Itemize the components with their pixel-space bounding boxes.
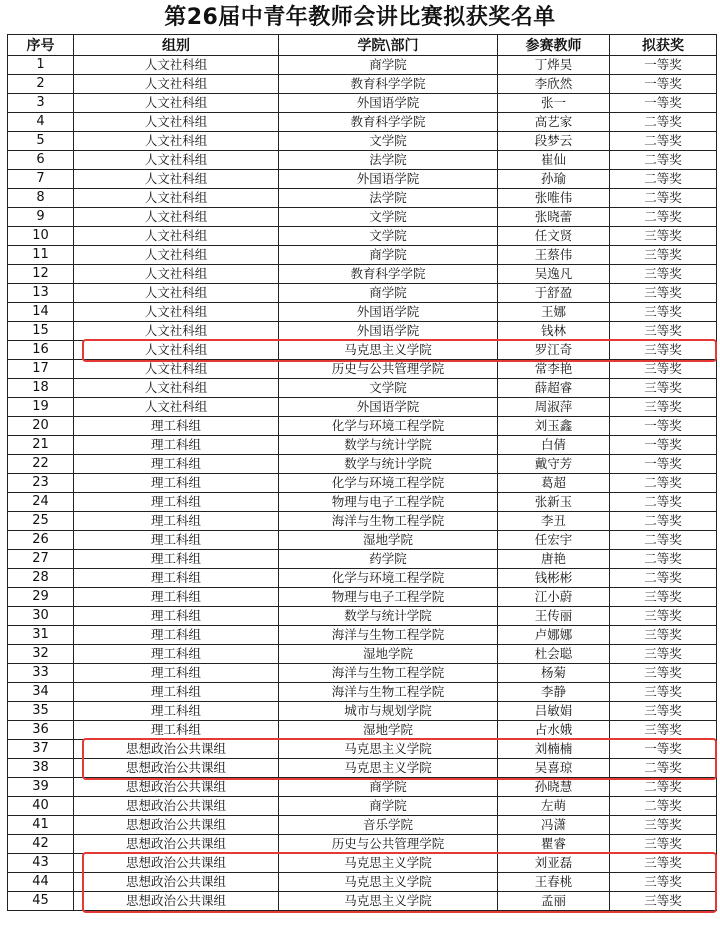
cell-teacher: 戴守芳 bbox=[498, 455, 610, 474]
header-group: 组别 bbox=[74, 35, 279, 56]
cell-index: 26 bbox=[8, 531, 74, 550]
table-row bbox=[8, 816, 717, 835]
table-row bbox=[8, 303, 717, 322]
cell-index: 33 bbox=[8, 664, 74, 683]
cell-index: 39 bbox=[8, 778, 74, 797]
table-row bbox=[8, 664, 717, 683]
cell-teacher: 王传丽 bbox=[498, 607, 610, 626]
cell-department: 商学院 bbox=[279, 284, 498, 303]
cell-group: 理工科组 bbox=[74, 512, 279, 531]
table-row bbox=[8, 246, 717, 265]
cell-index: 37 bbox=[8, 740, 74, 759]
cell-group: 理工科组 bbox=[74, 588, 279, 607]
cell-department: 马克思主义学院 bbox=[279, 341, 498, 360]
cell-index: 16 bbox=[8, 341, 74, 360]
cell-award: 三等奖 bbox=[610, 607, 717, 626]
cell-index: 36 bbox=[8, 721, 74, 740]
table-row bbox=[8, 588, 717, 607]
cell-department: 教育科学学院 bbox=[279, 265, 498, 284]
cell-department: 药学院 bbox=[279, 550, 498, 569]
cell-teacher: 周淑萍 bbox=[498, 398, 610, 417]
cell-award: 三等奖 bbox=[610, 892, 717, 911]
cell-teacher: 葛超 bbox=[498, 474, 610, 493]
cell-award: 三等奖 bbox=[610, 360, 717, 379]
cell-award: 二等奖 bbox=[610, 208, 717, 227]
cell-index: 28 bbox=[8, 569, 74, 588]
cell-department: 文学院 bbox=[279, 132, 498, 151]
cell-award: 一等奖 bbox=[610, 740, 717, 759]
cell-group: 思想政治公共课组 bbox=[74, 740, 279, 759]
cell-department: 法学院 bbox=[279, 151, 498, 170]
cell-teacher: 常李艳 bbox=[498, 360, 610, 379]
cell-department: 外国语学院 bbox=[279, 170, 498, 189]
table-row bbox=[8, 797, 717, 816]
cell-index: 21 bbox=[8, 436, 74, 455]
cell-group: 理工科组 bbox=[74, 721, 279, 740]
cell-department: 马克思主义学院 bbox=[279, 740, 498, 759]
cell-department: 湿地学院 bbox=[279, 721, 498, 740]
cell-group: 理工科组 bbox=[74, 607, 279, 626]
cell-award: 二等奖 bbox=[610, 170, 717, 189]
cell-group: 人文社科组 bbox=[74, 341, 279, 360]
header-index: 序号 bbox=[8, 35, 74, 56]
table-row bbox=[8, 569, 717, 588]
cell-award: 三等奖 bbox=[610, 721, 717, 740]
cell-award: 二等奖 bbox=[610, 132, 717, 151]
cell-department: 海洋与生物工程学院 bbox=[279, 512, 498, 531]
table-row bbox=[8, 436, 717, 455]
table-row bbox=[8, 151, 717, 170]
cell-department: 化学与环境工程学院 bbox=[279, 474, 498, 493]
cell-award: 二等奖 bbox=[610, 569, 717, 588]
cell-award: 二等奖 bbox=[610, 474, 717, 493]
cell-award: 二等奖 bbox=[610, 493, 717, 512]
table-row bbox=[8, 56, 717, 75]
table-row bbox=[8, 322, 717, 341]
table-row bbox=[8, 493, 717, 512]
table-row bbox=[8, 474, 717, 493]
cell-department: 数学与统计学院 bbox=[279, 607, 498, 626]
cell-group: 理工科组 bbox=[74, 702, 279, 721]
cell-department: 商学院 bbox=[279, 246, 498, 265]
cell-department: 马克思主义学院 bbox=[279, 759, 498, 778]
table-row bbox=[8, 683, 717, 702]
cell-group: 人文社科组 bbox=[74, 75, 279, 94]
cell-group: 人文社科组 bbox=[74, 94, 279, 113]
cell-index: 3 bbox=[8, 94, 74, 113]
cell-department: 商学院 bbox=[279, 56, 498, 75]
cell-index: 2 bbox=[8, 75, 74, 94]
table-row bbox=[8, 170, 717, 189]
cell-index: 19 bbox=[8, 398, 74, 417]
cell-department: 外国语学院 bbox=[279, 322, 498, 341]
cell-award: 三等奖 bbox=[610, 284, 717, 303]
cell-group: 人文社科组 bbox=[74, 284, 279, 303]
cell-teacher: 杨菊 bbox=[498, 664, 610, 683]
cell-award: 一等奖 bbox=[610, 417, 717, 436]
cell-department: 海洋与生物工程学院 bbox=[279, 683, 498, 702]
table-header bbox=[8, 35, 717, 56]
table-row bbox=[8, 702, 717, 721]
cell-group: 人文社科组 bbox=[74, 303, 279, 322]
cell-award: 三等奖 bbox=[610, 322, 717, 341]
header-teacher: 参赛教师 bbox=[498, 35, 610, 56]
cell-index: 23 bbox=[8, 474, 74, 493]
cell-award: 三等奖 bbox=[610, 246, 717, 265]
cell-teacher: 李静 bbox=[498, 683, 610, 702]
cell-index: 29 bbox=[8, 588, 74, 607]
cell-group: 理工科组 bbox=[74, 626, 279, 645]
cell-teacher: 吴逸凡 bbox=[498, 265, 610, 284]
cell-department: 文学院 bbox=[279, 379, 498, 398]
cell-department: 物理与电子工程学院 bbox=[279, 588, 498, 607]
cell-department: 商学院 bbox=[279, 778, 498, 797]
cell-teacher: 王娜 bbox=[498, 303, 610, 322]
cell-group: 思想政治公共课组 bbox=[74, 797, 279, 816]
cell-award: 三等奖 bbox=[610, 873, 717, 892]
cell-teacher: 左萌 bbox=[498, 797, 610, 816]
cell-group: 人文社科组 bbox=[74, 360, 279, 379]
cell-group: 理工科组 bbox=[74, 493, 279, 512]
cell-award: 三等奖 bbox=[610, 683, 717, 702]
cell-department: 海洋与生物工程学院 bbox=[279, 664, 498, 683]
cell-index: 17 bbox=[8, 360, 74, 379]
cell-teacher: 刘楠楠 bbox=[498, 740, 610, 759]
cell-teacher: 吴喜琼 bbox=[498, 759, 610, 778]
cell-group: 人文社科组 bbox=[74, 170, 279, 189]
table-row bbox=[8, 113, 717, 132]
cell-department: 湿地学院 bbox=[279, 531, 498, 550]
cell-award: 三等奖 bbox=[610, 835, 717, 854]
cell-group: 理工科组 bbox=[74, 474, 279, 493]
table-row bbox=[8, 132, 717, 151]
cell-teacher: 张晓蕾 bbox=[498, 208, 610, 227]
cell-index: 20 bbox=[8, 417, 74, 436]
header-award: 拟获奖 bbox=[610, 35, 717, 56]
cell-group: 人文社科组 bbox=[74, 322, 279, 341]
cell-department: 历史与公共管理学院 bbox=[279, 835, 498, 854]
cell-group: 理工科组 bbox=[74, 569, 279, 588]
cell-index: 7 bbox=[8, 170, 74, 189]
cell-award: 三等奖 bbox=[610, 664, 717, 683]
cell-group: 人文社科组 bbox=[74, 56, 279, 75]
cell-award: 二等奖 bbox=[610, 531, 717, 550]
table-row bbox=[8, 531, 717, 550]
cell-index: 22 bbox=[8, 455, 74, 474]
cell-group: 人文社科组 bbox=[74, 398, 279, 417]
award-table bbox=[7, 34, 717, 911]
cell-teacher: 孟丽 bbox=[498, 892, 610, 911]
cell-award: 二等奖 bbox=[610, 797, 717, 816]
cell-teacher: 吕敏娟 bbox=[498, 702, 610, 721]
cell-teacher: 丁烨昊 bbox=[498, 56, 610, 75]
cell-award: 二等奖 bbox=[610, 759, 717, 778]
cell-index: 27 bbox=[8, 550, 74, 569]
cell-index: 32 bbox=[8, 645, 74, 664]
cell-teacher: 段梦云 bbox=[498, 132, 610, 151]
cell-award: 一等奖 bbox=[610, 94, 717, 113]
cell-award: 二等奖 bbox=[610, 550, 717, 569]
cell-group: 理工科组 bbox=[74, 664, 279, 683]
cell-teacher: 薛超睿 bbox=[498, 379, 610, 398]
table-row bbox=[8, 360, 717, 379]
cell-index: 24 bbox=[8, 493, 74, 512]
cell-group: 理工科组 bbox=[74, 550, 279, 569]
table-row bbox=[8, 265, 717, 284]
cell-group: 人文社科组 bbox=[74, 208, 279, 227]
cell-group: 思想政治公共课组 bbox=[74, 816, 279, 835]
cell-index: 4 bbox=[8, 113, 74, 132]
cell-teacher: 李丑 bbox=[498, 512, 610, 531]
cell-department: 化学与环境工程学院 bbox=[279, 417, 498, 436]
cell-teacher: 钱林 bbox=[498, 322, 610, 341]
cell-index: 1 bbox=[8, 56, 74, 75]
cell-department: 文学院 bbox=[279, 208, 498, 227]
cell-index: 10 bbox=[8, 227, 74, 246]
cell-department: 数学与统计学院 bbox=[279, 455, 498, 474]
cell-department: 湿地学院 bbox=[279, 645, 498, 664]
cell-teacher: 杜会聪 bbox=[498, 645, 610, 664]
cell-group: 理工科组 bbox=[74, 645, 279, 664]
cell-award: 三等奖 bbox=[610, 626, 717, 645]
cell-teacher: 刘玉鑫 bbox=[498, 417, 610, 436]
table-row bbox=[8, 873, 717, 892]
cell-department: 教育科学学院 bbox=[279, 75, 498, 94]
cell-group: 人文社科组 bbox=[74, 246, 279, 265]
cell-department: 外国语学院 bbox=[279, 94, 498, 113]
cell-index: 42 bbox=[8, 835, 74, 854]
table-row bbox=[8, 417, 717, 436]
header-department: 学院\部门 bbox=[279, 35, 498, 56]
table-row bbox=[8, 284, 717, 303]
cell-index: 25 bbox=[8, 512, 74, 531]
table-row bbox=[8, 379, 717, 398]
cell-department: 马克思主义学院 bbox=[279, 854, 498, 873]
cell-index: 38 bbox=[8, 759, 74, 778]
cell-award: 三等奖 bbox=[610, 341, 717, 360]
table-row bbox=[8, 721, 717, 740]
cell-group: 思想政治公共课组 bbox=[74, 892, 279, 911]
cell-index: 5 bbox=[8, 132, 74, 151]
cell-group: 思想政治公共课组 bbox=[74, 835, 279, 854]
cell-teacher: 于舒盈 bbox=[498, 284, 610, 303]
page-title: 第26届中青年教师会讲比赛拟获奖名单 bbox=[164, 5, 556, 30]
cell-teacher: 任文贤 bbox=[498, 227, 610, 246]
cell-award: 三等奖 bbox=[610, 645, 717, 664]
table-row bbox=[8, 75, 717, 94]
cell-index: 31 bbox=[8, 626, 74, 645]
cell-index: 8 bbox=[8, 189, 74, 208]
cell-group: 人文社科组 bbox=[74, 265, 279, 284]
cell-department: 历史与公共管理学院 bbox=[279, 360, 498, 379]
cell-award: 二等奖 bbox=[610, 778, 717, 797]
cell-award: 三等奖 bbox=[610, 588, 717, 607]
cell-award: 二等奖 bbox=[610, 512, 717, 531]
cell-award: 二等奖 bbox=[610, 189, 717, 208]
cell-group: 理工科组 bbox=[74, 531, 279, 550]
cell-teacher: 张一 bbox=[498, 94, 610, 113]
cell-index: 9 bbox=[8, 208, 74, 227]
cell-index: 12 bbox=[8, 265, 74, 284]
cell-teacher: 唐艳 bbox=[498, 550, 610, 569]
cell-award: 三等奖 bbox=[610, 379, 717, 398]
cell-index: 13 bbox=[8, 284, 74, 303]
cell-teacher: 冯潇 bbox=[498, 816, 610, 835]
table-body bbox=[8, 56, 717, 911]
cell-group: 人文社科组 bbox=[74, 151, 279, 170]
table-row bbox=[8, 854, 717, 873]
table-row bbox=[8, 227, 717, 246]
cell-award: 三等奖 bbox=[610, 227, 717, 246]
cell-teacher: 罗江奇 bbox=[498, 341, 610, 360]
cell-group: 理工科组 bbox=[74, 455, 279, 474]
cell-department: 马克思主义学院 bbox=[279, 892, 498, 911]
cell-award: 一等奖 bbox=[610, 436, 717, 455]
table-row bbox=[8, 512, 717, 531]
cell-group: 思想政治公共课组 bbox=[74, 778, 279, 797]
cell-group: 思想政治公共课组 bbox=[74, 873, 279, 892]
table-row bbox=[8, 550, 717, 569]
cell-department: 化学与环境工程学院 bbox=[279, 569, 498, 588]
cell-group: 理工科组 bbox=[74, 417, 279, 436]
cell-award: 三等奖 bbox=[610, 816, 717, 835]
table-row bbox=[8, 740, 717, 759]
cell-department: 教育科学学院 bbox=[279, 113, 498, 132]
cell-teacher: 占水娥 bbox=[498, 721, 610, 740]
cell-index: 6 bbox=[8, 151, 74, 170]
cell-group: 思想政治公共课组 bbox=[74, 854, 279, 873]
table-row bbox=[8, 208, 717, 227]
cell-index: 15 bbox=[8, 322, 74, 341]
cell-teacher: 张唯伟 bbox=[498, 189, 610, 208]
table-row bbox=[8, 341, 717, 360]
cell-teacher: 任宏宇 bbox=[498, 531, 610, 550]
cell-index: 45 bbox=[8, 892, 74, 911]
cell-department: 外国语学院 bbox=[279, 398, 498, 417]
table-row bbox=[8, 778, 717, 797]
cell-index: 41 bbox=[8, 816, 74, 835]
cell-department: 法学院 bbox=[279, 189, 498, 208]
cell-award: 一等奖 bbox=[610, 56, 717, 75]
cell-group: 思想政治公共课组 bbox=[74, 759, 279, 778]
cell-teacher: 孙晓慧 bbox=[498, 778, 610, 797]
cell-teacher: 王春桃 bbox=[498, 873, 610, 892]
cell-group: 人文社科组 bbox=[74, 113, 279, 132]
cell-award: 二等奖 bbox=[610, 151, 717, 170]
cell-award: 三等奖 bbox=[610, 702, 717, 721]
cell-department: 音乐学院 bbox=[279, 816, 498, 835]
cell-index: 11 bbox=[8, 246, 74, 265]
cell-index: 30 bbox=[8, 607, 74, 626]
table-row bbox=[8, 626, 717, 645]
cell-teacher: 卢娜娜 bbox=[498, 626, 610, 645]
cell-index: 35 bbox=[8, 702, 74, 721]
cell-award: 三等奖 bbox=[610, 398, 717, 417]
cell-teacher: 江小蔚 bbox=[498, 588, 610, 607]
cell-index: 43 bbox=[8, 854, 74, 873]
cell-group: 人文社科组 bbox=[74, 189, 279, 208]
cell-group: 人文社科组 bbox=[74, 132, 279, 151]
table-row bbox=[8, 645, 717, 664]
cell-teacher: 瞿睿 bbox=[498, 835, 610, 854]
cell-department: 城市与规划学院 bbox=[279, 702, 498, 721]
cell-teacher: 孙瑜 bbox=[498, 170, 610, 189]
cell-group: 理工科组 bbox=[74, 436, 279, 455]
table-row bbox=[8, 189, 717, 208]
table-row bbox=[8, 398, 717, 417]
cell-award: 二等奖 bbox=[610, 113, 717, 132]
cell-teacher: 白倩 bbox=[498, 436, 610, 455]
cell-department: 外国语学院 bbox=[279, 303, 498, 322]
table-row bbox=[8, 759, 717, 778]
cell-department: 马克思主义学院 bbox=[279, 873, 498, 892]
cell-award: 一等奖 bbox=[610, 455, 717, 474]
header-row bbox=[8, 35, 717, 56]
table-row bbox=[8, 94, 717, 113]
cell-teacher: 王蔡伟 bbox=[498, 246, 610, 265]
table-row bbox=[8, 455, 717, 474]
cell-teacher: 钱彬彬 bbox=[498, 569, 610, 588]
table-row bbox=[8, 607, 717, 626]
cell-index: 34 bbox=[8, 683, 74, 702]
cell-department: 物理与电子工程学院 bbox=[279, 493, 498, 512]
cell-index: 18 bbox=[8, 379, 74, 398]
table-row bbox=[8, 835, 717, 854]
cell-group: 人文社科组 bbox=[74, 227, 279, 246]
cell-group: 人文社科组 bbox=[74, 379, 279, 398]
cell-group: 理工科组 bbox=[74, 683, 279, 702]
cell-teacher: 崔仙 bbox=[498, 151, 610, 170]
cell-department: 海洋与生物工程学院 bbox=[279, 626, 498, 645]
cell-index: 44 bbox=[8, 873, 74, 892]
cell-award: 一等奖 bbox=[610, 75, 717, 94]
table-row bbox=[8, 892, 717, 911]
cell-department: 数学与统计学院 bbox=[279, 436, 498, 455]
cell-award: 三等奖 bbox=[610, 303, 717, 322]
cell-award: 三等奖 bbox=[610, 854, 717, 873]
cell-index: 14 bbox=[8, 303, 74, 322]
cell-index: 40 bbox=[8, 797, 74, 816]
cell-teacher: 李欣然 bbox=[498, 75, 610, 94]
cell-award: 三等奖 bbox=[610, 265, 717, 284]
cell-teacher: 张新玉 bbox=[498, 493, 610, 512]
cell-teacher: 刘亚磊 bbox=[498, 854, 610, 873]
cell-department: 文学院 bbox=[279, 227, 498, 246]
cell-department: 商学院 bbox=[279, 797, 498, 816]
cell-teacher: 高艺家 bbox=[498, 113, 610, 132]
